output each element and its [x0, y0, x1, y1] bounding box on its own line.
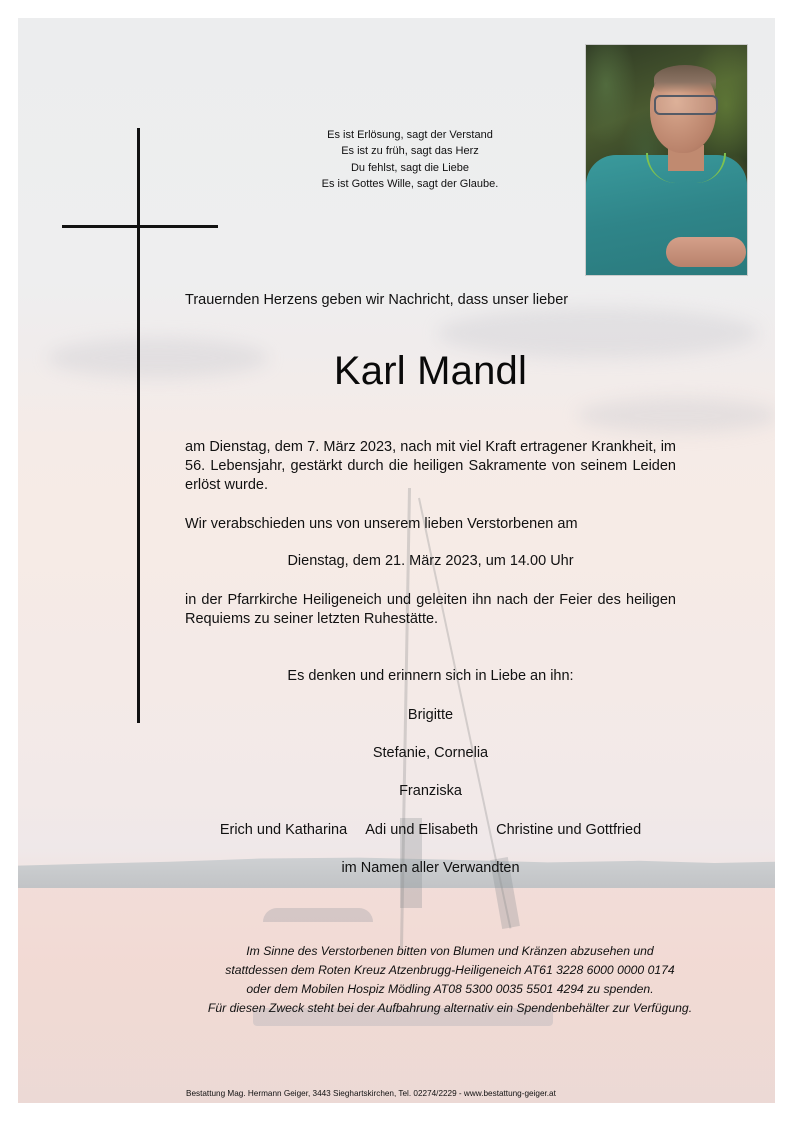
photo-hands [666, 237, 746, 267]
background-cloud [578, 398, 775, 433]
donation-line: stattdessen dem Roten Kreuz Atzenbrugg-Heiligeneich AT61 3228 6000 0000 0174 [225, 963, 675, 977]
mourner-name: Franziska [399, 783, 462, 799]
mourner-couple: Erich und Katharina [219, 822, 348, 838]
donation-line: Im Sinne des Verstorbenen bitten von Blumen und Kränzen abzusehen und [246, 944, 654, 958]
mourner-couple: Adi und Elisabeth [365, 822, 479, 838]
donation-line: oder dem Mobilen Hospiz Mödling AT08 5300 0035 5501 4294 zu spenden. [246, 982, 654, 996]
photo-glasses [654, 95, 718, 115]
poem-line: Es ist Gottes Wille, sagt der Glaube. [321, 177, 499, 190]
photo-hair [654, 65, 716, 93]
funeral-date: Dienstag, dem 21. März 2023, um 14.00 Uhr [287, 553, 574, 569]
deceased-name: Karl Mandl [333, 349, 528, 393]
mourners-closing: im Namen aller Verwandten [341, 860, 520, 876]
poem [250, 127, 570, 192]
mourner-name: Stefanie, Cornelia [372, 745, 489, 761]
poem-line: Es ist zu früh, sagt das Herz [341, 145, 479, 158]
cross-icon [137, 128, 140, 723]
mourner-name: Brigitte [407, 707, 454, 723]
funeral-home-footer: Bestattung Mag. Hermann Geiger, 3443 Sieghartskirchen, Tel. 02274/2229 - www.bestattung-geiger.at [186, 1089, 556, 1098]
portrait-photo [585, 44, 748, 276]
mourner-couples [150, 822, 711, 838]
mourners-intro: Es denken und erinnern sich in Liebe an ihn: [287, 668, 574, 684]
poem-line: Es ist Erlösung, sagt der Verstand [327, 129, 493, 141]
donation-line: Für diesen Zweck steht bei der Aufbahrung alternativ ein Spendenbehälter zur Verfügung. [207, 1001, 693, 1015]
mourner-couple: Christine und Gottfried [496, 822, 642, 838]
intro-text: Trauernden Herzens geben wir Nachricht, dass unser lieber [185, 292, 569, 308]
cross-icon-bar [62, 225, 218, 228]
poem-line: Du fehlst, sagt die Liebe [350, 161, 470, 174]
donation-request [160, 942, 740, 1018]
farewell-text: Wir verabschieden uns von unserem lieben Verstorbenen am [185, 516, 578, 532]
sailboat-bimini [263, 908, 373, 922]
death-notice: am Dienstag, dem 7. März 2023, nach mit viel Kraft ertragener Krankheit, im 56. Lebensjahr, gestärkt durch die heiligen Sakramente von seinem Leiden erlöst wurde. [185, 439, 676, 493]
funeral-location: in der Pfarrkirche Heiligeneich und geleiten ihn nach der Feier des heiligen Requiems zu seiner letzten Ruhestätte. [185, 592, 676, 627]
